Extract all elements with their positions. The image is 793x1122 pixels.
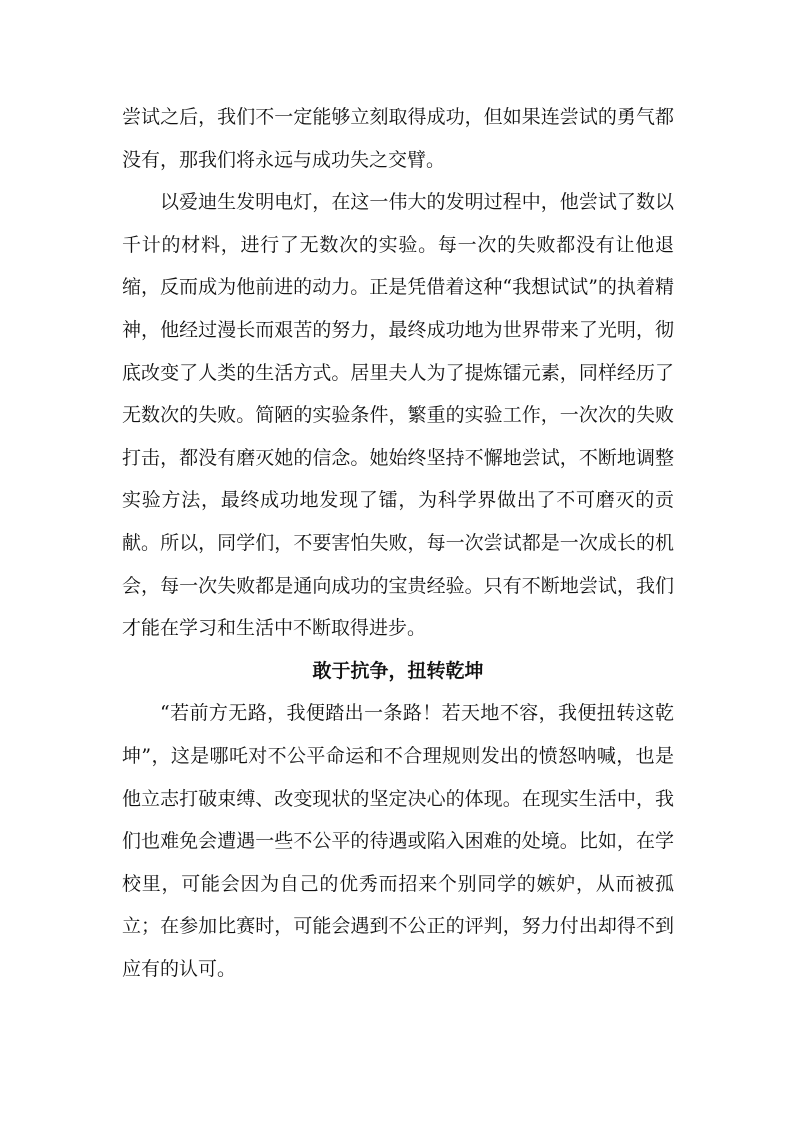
section-heading: 敢于抗争，扭转乾坤 [312, 659, 484, 682]
document-body [122, 96, 674, 990]
paragraph-continuation: 尝试之后，我们不一定能够立刻取得成功，但如果连尝试的勇气都没有，那我们将永远与成功失之交臂。 [122, 106, 674, 171]
paragraph-edison-curie: 以爱迪生发明电灯，在这一伟大的发明过程中，他尝试了数以千计的材料，进行了无数次的实验。每一次的失败都没有让他退缩，反而成为他前进的动力。正是凭借着这种“我想试试”的执着精神，他经过漫长而艰苦的努力，最终成功地为世界带来了光明，彻底改变了人类的生活方式。居里夫人为了提炼镭元素，同样经历了无数次的失败。简陋的实验条件，繁重的实验工作，一次次的失败打击，都没有磨灭她的信念。她始终坚持不懈地尝试，不断地调整实验方法，最终成功地发现了镭，为科学界做出了不可磨灭的贡献。所以，同学们，不要害怕失败，每一次尝试都是一次成长的机会，每一次失败都是通向成功的宝贵经验。只有不断地尝试，我们才能在学习和生活中不断取得进步。 [122, 191, 674, 640]
paragraph-nezha: “若前方无路，我便踏出一条路！若天地不容，我便扭转这乾坤”，这是哪吒对不公平命运和不合理规则发出的愤怒呐喊，也是他立志打破束缚、改变现状的坚定决心的体现。在现实生活中，我们也难免会遭遇一些不公平的待遇或陷入困难的处境。比如，在学校里，可能会因为自己的优秀而招来个别同学的嫉妒，从而被孤立；在参加比赛时，可能会遇到不公正的评判，努力付出却得不到应有的认可。 [122, 702, 674, 980]
